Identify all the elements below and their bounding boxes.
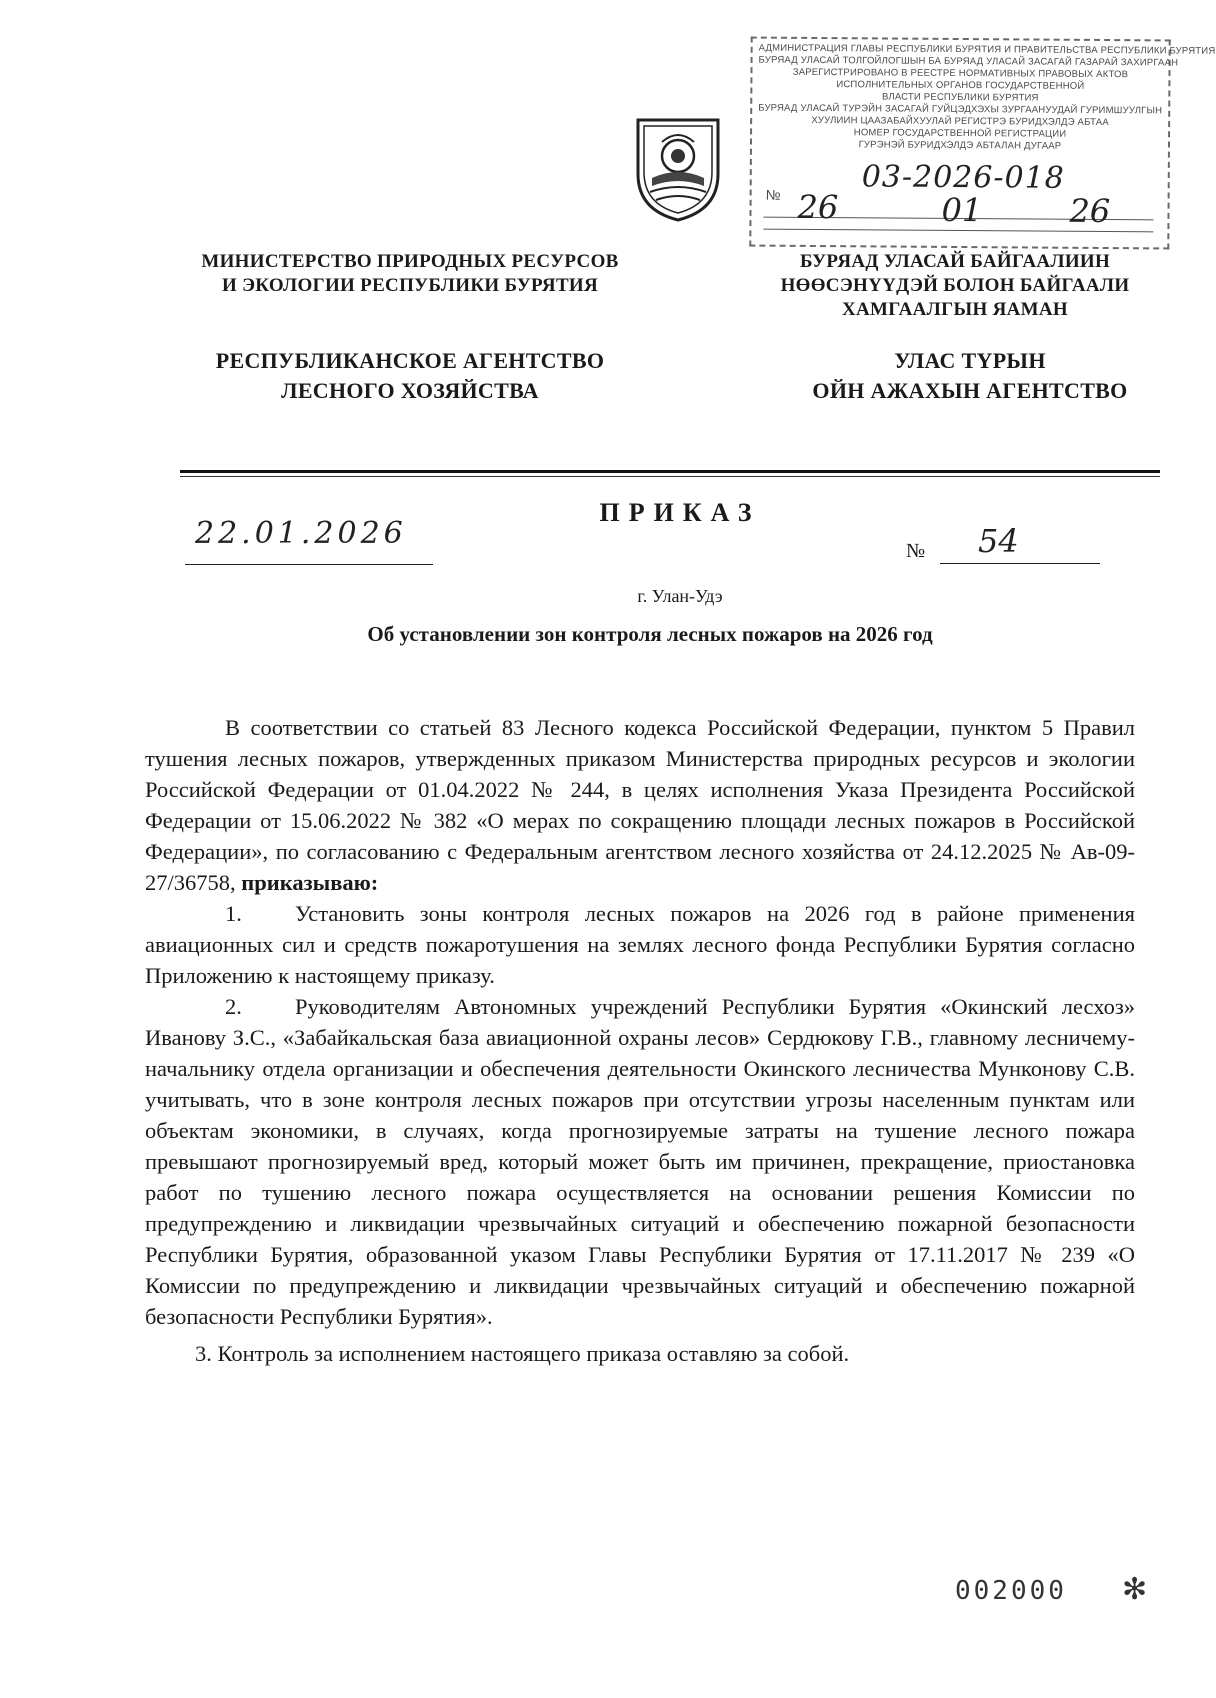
stamp-line: ГУРЭНЭЙ БУРИДХЭЛДЭ АБТАЛАН ДУГААР — [858, 139, 1062, 152]
header-divider — [180, 470, 1160, 473]
order-city: г. Улан-Удэ — [637, 586, 723, 606]
stamp-line: ХУУЛИИН ЦААЗАБАЙХУУЛАЙ РЕГИСТРЭ БУРИДХЭЛДЭ АБТАА — [811, 114, 1109, 129]
stamp-line: НОМЕР ГОСУДАРСТВЕННОЙ РЕГИСТРАЦИИ — [853, 127, 1067, 140]
order-number-line — [940, 563, 1100, 564]
header-divider-thin — [180, 476, 1160, 477]
order-date: 22.01.2026 — [195, 516, 407, 551]
stamp-date-year: 26 — [1069, 191, 1111, 231]
order-item — [145, 991, 1135, 1332]
order-subject: Об установлении зон контроля лесных пожаров на 2026 год — [367, 622, 933, 646]
registration-stamp — [749, 37, 1216, 250]
stamp-line: ЗАРЕГИСТРИРОВАНО В РЕЕСТРЕ НОРМАТИВНЫХ ПРАВОВЫХ АКТОВ — [792, 66, 1129, 81]
order-item — [145, 898, 1135, 991]
order-item-number: 1. — [225, 901, 242, 926]
order-item-number: 3. — [195, 1341, 212, 1366]
preamble-text: В соответствии со статьей 83 Лесного кодекса Российской Федерации, пунктом 5 Правил тушения лесных пожаров, утвержденных приказом Министерства природных ресурсов и экологии Российской Федерации от 01.04.2022 № 244, в целях исполнения Указа Президента Российской Федерации от 15.06.2022 № 382 «О мерах по сокращению площади лесных пожаров в Российской Федерации», по согласованию с Федеральным агентством лесного хозяйства от 24.12.2025 № Ав-09-27/36758, — [145, 715, 1135, 895]
stamp-date-month: 01 — [941, 190, 983, 230]
order-number-label: № — [906, 540, 926, 562]
agency-name-ru: РЕСПУБЛИКАНСКОЕ АГЕНТСТВО ЛЕСНОГО ХОЗЯЙСТВА — [215, 348, 605, 403]
stamp-line: ИСПОЛНИТЕЛЬНЫХ ОРГАНОВ ГОСУДАРСТВЕННОЙ — [836, 79, 1085, 92]
order-item-text: Установить зоны контроля лесных пожаров на 2026 год в районе применения авиационных сил и средств пожаротушения на землях лесного фонда Республики Бурятия согласно Приложению к настоящему приказу. — [145, 901, 1135, 988]
document-body — [145, 712, 1135, 1369]
document-title: ПРИКАЗ — [599, 498, 761, 527]
stamp-line: АДМИНИСТРАЦИЯ ГЛАВЫ РЕСПУБЛИКИ БУРЯТИЯ И ПРАВИТЕЛЬСТВА РЕСПУБЛИКИ БУРЯТИЯ — [758, 42, 1216, 57]
stamp-line: ВЛАСТИ РЕСПУБЛИКИ БУРЯТИЯ — [881, 91, 1039, 104]
order-word: приказываю: — [241, 870, 379, 895]
ministry-name-ru: МИНИСТЕРСТВО ПРИРОДНЫХ РЕСУРСОВ И ЭКОЛОГИИ РЕСПУБЛИКИ БУРЯТИЯ — [201, 251, 619, 296]
agency-name-bua: УЛАС ТҮРЫН ОЙН АЖАХЫН АГЕНТСТВО — [812, 348, 1128, 403]
stamp-date-day: 26 — [797, 187, 839, 227]
footer-mark-icon: ✻ — [1122, 1573, 1148, 1606]
stamp-registration-number: 03-2026-018 — [861, 159, 1065, 196]
order-item-text: Руководителям Автономных учреждений Республики Бурятия «Окинский лесхоз» Иванову З.С., «Забайкальская база авиационной охраны лесов» Сердюкову Г.В., главному лесничему-начальнику отдела организации и обеспечения деятельности Окинского лесничества Мунконову С.В. учитывать, что в зоне контроля лесных пожаров при отсутствии угрозы населенным пунктам или объектам экономики, в случаях, когда прогнозируемые затраты на тушение лесного пожара превышают прогнозируемый вред, который может быть им причинен, прекращение, приостановка работ по тушению лесного пожара осуществляется на основании решения Комиссии по предупреждению и ликвидации чрезвычайных ситуаций и обеспечению пожарной безопасности Республики Бурятия, образованной указом Главы Республики Бурятия от 17.11.2017 № 239 «О Комиссии по предупреждению и ликвидации чрезвычайных ситуаций и обеспечению пожарной безопасности Республики Бурятия». — [145, 994, 1135, 1329]
preamble-paragraph — [145, 712, 1135, 898]
order-item-text: Контроль за исполнением настоящего приказа оставляю за собой. — [217, 1341, 850, 1366]
order-item-number: 2. — [225, 994, 242, 1019]
order-number: 54 — [978, 522, 1019, 560]
coat-of-arms-icon — [632, 112, 724, 222]
ministry-name-bua: БУРЯАД УЛАСАЙ БАЙГААЛИИН НӨӨСЭНҮҮДЭЙ БОЛОН БАЙГААЛИ ХАМГААЛГЫН ЯАМАН — [780, 251, 1130, 320]
stamp-line: БУРЯАД УЛАСАЙ ТОЛГОЙЛОГШЫН БА БУРЯАД УЛАСАЙ ЗАСАГАЙ ГАЗАРАЙ ЗАХИРГААН — [758, 54, 1179, 69]
document-serial-number: 002000 — [955, 1576, 1067, 1606]
order-item — [145, 1338, 1135, 1369]
stamp-line: БУРЯАД УЛАСАЙ ТУРЭЙН ЗАСАГАЙ ГУЙЦЭДХЭХЫ ЗУРГААНУУДАЙ ГУРИМШУУЛГЫН — [758, 102, 1163, 117]
stamp-number-label: № — [765, 186, 781, 203]
